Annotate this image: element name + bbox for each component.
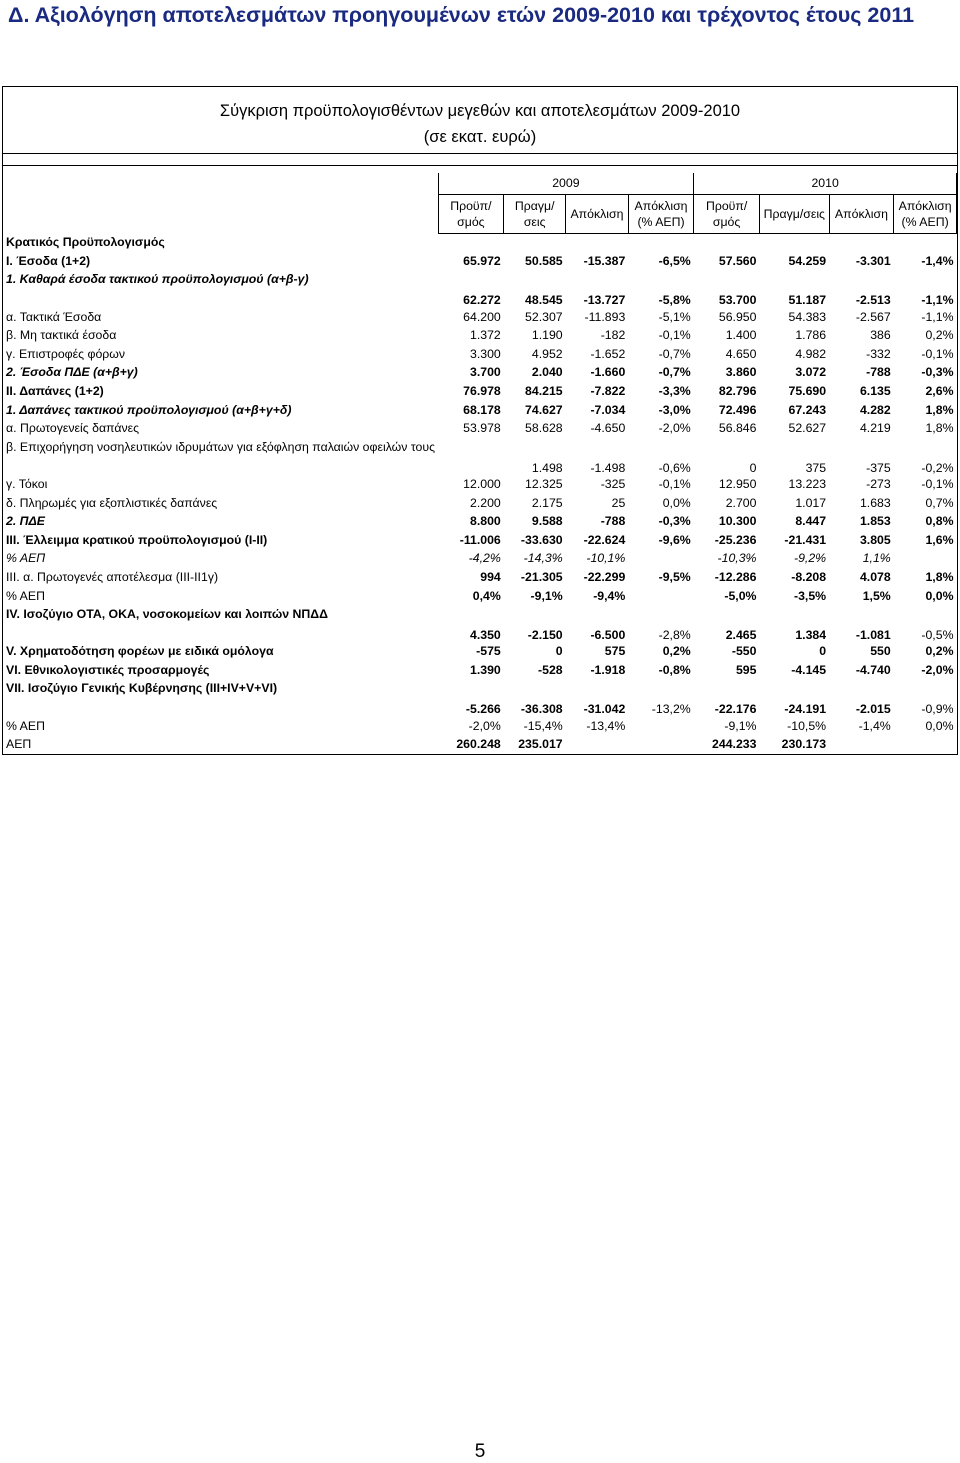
table-cell [628,233,693,252]
row-label: 2. Έσοδα ΠΔΕ (α+β+γ) [6,365,138,380]
table-cell: -9,5% [658,569,691,584]
table-cell: 375 [805,460,827,475]
table-cell: -1.652 [590,346,626,361]
table-cell: -788 [600,514,626,529]
table-cell [759,233,829,252]
table-row [3,605,957,642]
table-row [3,512,957,531]
table-cell: 1,1% [862,551,891,566]
table-cell: -0,1% [658,328,691,343]
table-cell: -2.150 [527,628,563,643]
table-cell [628,735,693,754]
table-cell: 0,0% [662,495,691,510]
table-cell: -1.660 [590,365,626,380]
table-cell: 57.560 [718,253,757,268]
comparison-table [3,173,957,754]
table-cell: -1.081 [855,628,891,643]
table-cell: 0,0% [925,718,954,733]
table-cell: 2.040 [531,365,563,380]
table-cell: 0,2% [925,328,954,343]
table-cell: -2,0% [921,662,954,677]
table-cell: -1,1% [921,293,954,308]
header-spacer [3,194,438,233]
table-cell [628,549,693,568]
table-cell: -24.191 [784,702,827,717]
table-subtitle: (σε εκατ. ευρώ) [423,128,537,146]
table-cell [628,716,693,735]
table-row [3,400,957,419]
table-cell: -7.822 [590,384,626,399]
row-label: δ. Πληρωμές για εξοπλιστικές δαπάνες [6,495,218,510]
table-cell: -9,2% [793,551,827,566]
table-cell: 50.585 [525,253,563,268]
row-label: Ι. Έσοδα (1+2) [6,253,91,268]
table-cell: 3.805 [859,532,891,547]
table-cell: -13,4% [586,718,626,733]
table-cell: -25.236 [714,532,757,547]
table-cell: -9,1% [724,718,757,733]
table-row [3,661,957,680]
table-cell: -0,1% [921,477,954,492]
table-cell: 0,2% [662,644,691,659]
table-row [3,326,957,345]
col-budget-2009: Προϋπ/σμός [438,194,504,233]
table-cell: 62.272 [463,293,501,308]
table-cell: 52.307 [525,309,563,324]
table-cell: 550 [870,644,891,659]
table-cell: 68.178 [463,402,501,417]
table-row [3,307,957,326]
table-cell: -15,4% [523,718,563,733]
row-label: γ. Τόκοι [6,477,48,492]
table-cell: 1.190 [531,328,563,343]
table-cell: -22.176 [714,702,757,717]
table-cell: -0,1% [658,477,691,492]
row-label: % ΑΕΠ [6,718,45,733]
table-cell: -2,8% [658,628,691,643]
table-cell: -2,0% [658,421,691,436]
row-label: ΑΕΠ [6,737,32,752]
table-cell: 9.588 [531,514,563,529]
table-cell: 1,8% [925,569,954,584]
row-label: 1. Καθαρά έσοδα τακτικού προϋπολογισμού (α+β-γ) [6,272,309,287]
table-cell: 8.800 [469,514,501,529]
table-cell: -1,4% [921,253,954,268]
table-row [3,716,957,735]
table-cell: 54.259 [788,253,827,268]
table-cell: -14,3% [523,551,563,566]
table-row [3,270,957,307]
table-cell: -8.208 [791,569,827,584]
year-2010-header: 2010 [694,173,957,194]
table-cell: 4.982 [795,346,827,361]
table-cell: 1,6% [925,532,954,547]
table-cell: -7.034 [590,402,626,417]
table-cell: -0,5% [921,628,954,643]
table-cell: -21.431 [784,532,827,547]
table-cell: -22.299 [583,569,626,584]
table-cell: -6.500 [590,628,626,643]
table-cell: -5,8% [658,293,691,308]
table-cell: -9,4% [593,588,626,603]
row-label: Κρατικός Προϋπολογισμός [6,235,165,250]
page-number: 5 [474,1441,486,1462]
table-cell: 2.465 [725,628,757,643]
table-cell: 53.700 [718,293,757,308]
table-cell: 0 [555,644,563,659]
table-cell: 386 [870,328,891,343]
table-cell: 235.017 [518,737,563,752]
column-header-row [3,194,957,233]
table-cell: 2,6% [925,384,954,399]
header-spacer [3,173,438,194]
table-cell: -4,2% [468,551,501,566]
table-row [3,419,957,438]
table-cell: 8.447 [795,514,827,529]
table-row [3,382,957,401]
table-row [3,363,957,382]
header-divider [3,165,957,166]
year-header-row [3,173,957,194]
table-cell: -3,3% [658,384,691,399]
table-cell: 1.017 [795,495,827,510]
table-cell: -0,1% [921,346,954,361]
table-cell: -0,8% [658,662,691,677]
table-cell: 67.243 [788,402,827,417]
table-cell: -0,6% [658,460,691,475]
table-cell: 0 [819,644,827,659]
table-cell: 75.690 [788,384,827,399]
table-cell: 0 [749,460,757,475]
table-cell: 52.627 [788,421,827,436]
table-cell: 595 [735,662,757,677]
row-label: α. Τακτικά Έσοδα [6,309,102,324]
table-cell: 74.627 [525,402,563,417]
table-cell: -11.893 [584,309,626,324]
table-cell: -788 [866,365,891,380]
row-label: α. Πρωτογενείς δαπάνες [6,421,140,436]
table-cell: -273 [866,477,891,492]
row-label: ΙΙ. Δαπάνες (1+2) [6,384,104,399]
table-cell: 4.078 [859,569,891,584]
table-cell: 64.200 [463,309,501,324]
table-cell: 12.325 [525,477,563,492]
table-cell: 54.383 [788,309,827,324]
table-cell: 4.952 [531,346,563,361]
year-2009-header: 2009 [438,173,694,194]
table-cell: 0,2% [925,644,954,659]
table-row [3,233,957,252]
table-cell: -3,5% [793,588,827,603]
table-cell: -15.387 [583,253,626,268]
table-cell: 4.282 [859,402,891,417]
table-cell [894,233,957,252]
table-cell: -3.301 [855,253,891,268]
table-cell: -21.305 [520,569,563,584]
table-cell: 1,8% [925,421,954,436]
table-cell: -31.042 [583,702,626,717]
table-cell: 25 [611,495,626,510]
table-row [3,679,957,716]
table-cell: 230.173 [781,737,827,752]
table-row [3,642,957,661]
table-cell: -3,0% [658,402,691,417]
table-cell: 72.496 [718,402,757,417]
table-cell [694,233,760,252]
table-cell: 56.846 [718,421,757,436]
table-cell: -2.015 [855,702,891,717]
table-cell: 58.628 [525,421,563,436]
table-cell: -332 [866,346,891,361]
table-row [3,345,957,364]
table-title: Σύγκριση προϋπολογισθέντων μεγεθών και αποτελεσμάτων 2009-2010 [219,102,741,120]
table-cell: 1.400 [725,328,757,343]
table-cell: 260.248 [456,737,501,752]
table-cell: 244.233 [712,737,757,752]
table-cell: 3.072 [795,365,827,380]
table-cell: -4.145 [791,662,827,677]
table-cell: -0,2% [921,460,954,475]
row-label: β. Επιχορήγηση νοσηλευτικών ιδρυμάτων για εξόφληση παλαιών οφειλών τους [6,439,436,454]
table-cell [628,586,693,605]
table-cell: -12.286 [714,569,757,584]
table-cell: 2.700 [725,495,757,510]
table-cell: -182 [600,328,626,343]
table-cell [438,233,504,252]
table-cell: 3.700 [469,365,501,380]
table-cell [438,438,504,475]
table-cell: 12.950 [718,477,757,492]
row-label: % ΑΕΠ [6,551,46,566]
row-label: 1. Δαπάνες τακτικού προϋπολογισμού (α+β+γ+δ) [6,402,292,417]
table-cell: 3.860 [725,365,757,380]
table-cell: -2.513 [855,293,891,308]
table-cell [894,735,957,754]
table-cell: 84.215 [525,384,563,399]
table-row [3,568,957,587]
table-cell: 1,5% [862,588,891,603]
table-cell: 6.135 [859,384,891,399]
table-cell: 76.978 [463,384,501,399]
table-cell: -1,1% [921,309,954,324]
table-cell: -528 [538,662,563,677]
table-cell: -0,7% [658,346,691,361]
table-cell [566,735,629,754]
table-cell: 0,8% [925,514,954,529]
col-deviation-2009: Απόκλιση [566,194,629,233]
row-label: % ΑΕΠ [6,588,45,603]
table-cell: -13,2% [651,702,691,717]
table-cell: -2.567 [855,309,891,324]
table-cell: -575 [476,644,501,659]
table-cell: -0,3% [658,514,691,529]
table-row [3,586,957,605]
table-cell: -4.740 [855,662,891,677]
table-cell: 0,0% [925,588,954,603]
table-cell: -325 [600,477,626,492]
comparison-table-frame [2,86,958,755]
row-label: 2. ΠΔΕ [6,514,45,529]
title-divider [3,153,957,154]
table-cell: 4.219 [859,421,891,436]
table-cell: -1.918 [590,662,626,677]
table-row [3,549,957,568]
table-row [3,438,957,475]
table-row [3,735,957,754]
table-cell: -36.308 [520,702,563,717]
col-actual-2009: Πραγμ/σεις [504,194,566,233]
table-cell: -9,1% [530,588,563,603]
table-cell: 48.545 [525,293,563,308]
table-cell: 0,4% [472,588,501,603]
col-budget-2010: Προϋπ/σμός [694,194,760,233]
table-cell: 1.683 [859,495,891,510]
table-row [3,475,957,494]
table-cell [829,735,894,754]
table-cell: 994 [480,569,501,584]
table-cell: 51.187 [788,293,827,308]
table-cell: 13.223 [788,477,827,492]
table-cell: 1.372 [469,328,501,343]
table-cell: -0,9% [921,702,954,717]
table-cell: -2,0% [468,718,501,733]
table-cell: 1.384 [795,628,827,643]
table-row [3,493,957,512]
row-label: IV. Ισοζύγιο ΟΤΑ, ΟΚΑ, νοσοκομείων και λοιπών ΝΠΔΔ [6,606,328,621]
table-cell: -0,3% [921,365,954,380]
table-cell: -33.630 [520,532,563,547]
table-cell: 0,7% [925,495,954,510]
table-row [3,252,957,271]
table-cell: 1.786 [795,328,827,343]
table-cell [829,233,894,252]
table-cell: -1.498 [590,460,626,475]
row-label: V. Χρηματοδότηση φορέων με ειδικά ομόλογα [6,644,274,659]
table-cell: 1,8% [925,402,954,417]
table-cell: 10.300 [718,514,757,529]
table-cell: 1.853 [859,514,891,529]
table-cell: -10,5% [787,718,827,733]
col-deviation-gdp-2010: Απόκλιση (% ΑΕΠ) [894,194,957,233]
row-label: β. Μη τακτικά έσοδα [6,328,117,343]
section-heading: Δ. Αξιολόγηση αποτελεσμάτων προηγουμένων ετών 2009-2010 και τρέχοντος έτους 2011 [8,3,915,27]
table-cell: 1.498 [531,460,563,475]
col-deviation-2010: Απόκλιση [829,194,894,233]
table-cell: -11.006 [459,532,501,547]
table-cell: 56.950 [718,309,757,324]
row-label: VII. Ισοζύγιο Γενικής Κυβέρνησης (III+IV+V+VI) [6,681,278,696]
table-cell: 65.972 [463,253,501,268]
table-cell: -5.266 [465,702,501,717]
table-cell: 2.200 [469,495,501,510]
table-cell: 3.300 [469,346,501,361]
table-cell: 1.390 [469,662,501,677]
table-cell: -5,0% [724,588,757,603]
table-cell: -10,3% [717,551,757,566]
table-cell: 575 [604,644,626,659]
table-cell: -10,1% [586,551,626,566]
table-cell: -550 [731,644,757,659]
row-label: ΙΙΙ. α. Πρωτογενές αποτέλεσμα (ΙΙΙ-ΙΙ1γ) [6,569,219,584]
table-cell: -375 [866,460,891,475]
table-cell: -1,4% [858,718,891,733]
row-label: VI. Εθνικολογιστικές προσαρμογές [6,662,210,677]
table-cell: -9,6% [658,532,691,547]
row-label: γ. Επιστροφές φόρων [6,346,126,361]
table-cell: 53.978 [463,421,501,436]
table-row [3,531,957,550]
table-cell: -5,1% [658,309,691,324]
row-label: ΙΙΙ. Έλλειμμα κρατικού προϋπολογισμού (Ι-ΙΙ) [6,532,268,547]
table-cell: 4.650 [725,346,757,361]
table-cell: -4.650 [590,421,626,436]
table-cell: -6,5% [658,253,691,268]
table-cell: 12.000 [463,477,501,492]
table-cell: 4.350 [469,628,501,643]
table-cell [894,549,957,568]
col-actual-2010: Πραγμ/σεις [759,194,829,233]
table-cell: -22.624 [583,532,626,547]
col-deviation-gdp-2009: Απόκλιση (% ΑΕΠ) [628,194,693,233]
table-cell: -13.727 [583,293,626,308]
table-cell: -0,7% [658,365,691,380]
table-cell [566,233,629,252]
table-cell: 82.796 [718,384,757,399]
table-cell: 2.175 [531,495,563,510]
table-cell [504,233,566,252]
